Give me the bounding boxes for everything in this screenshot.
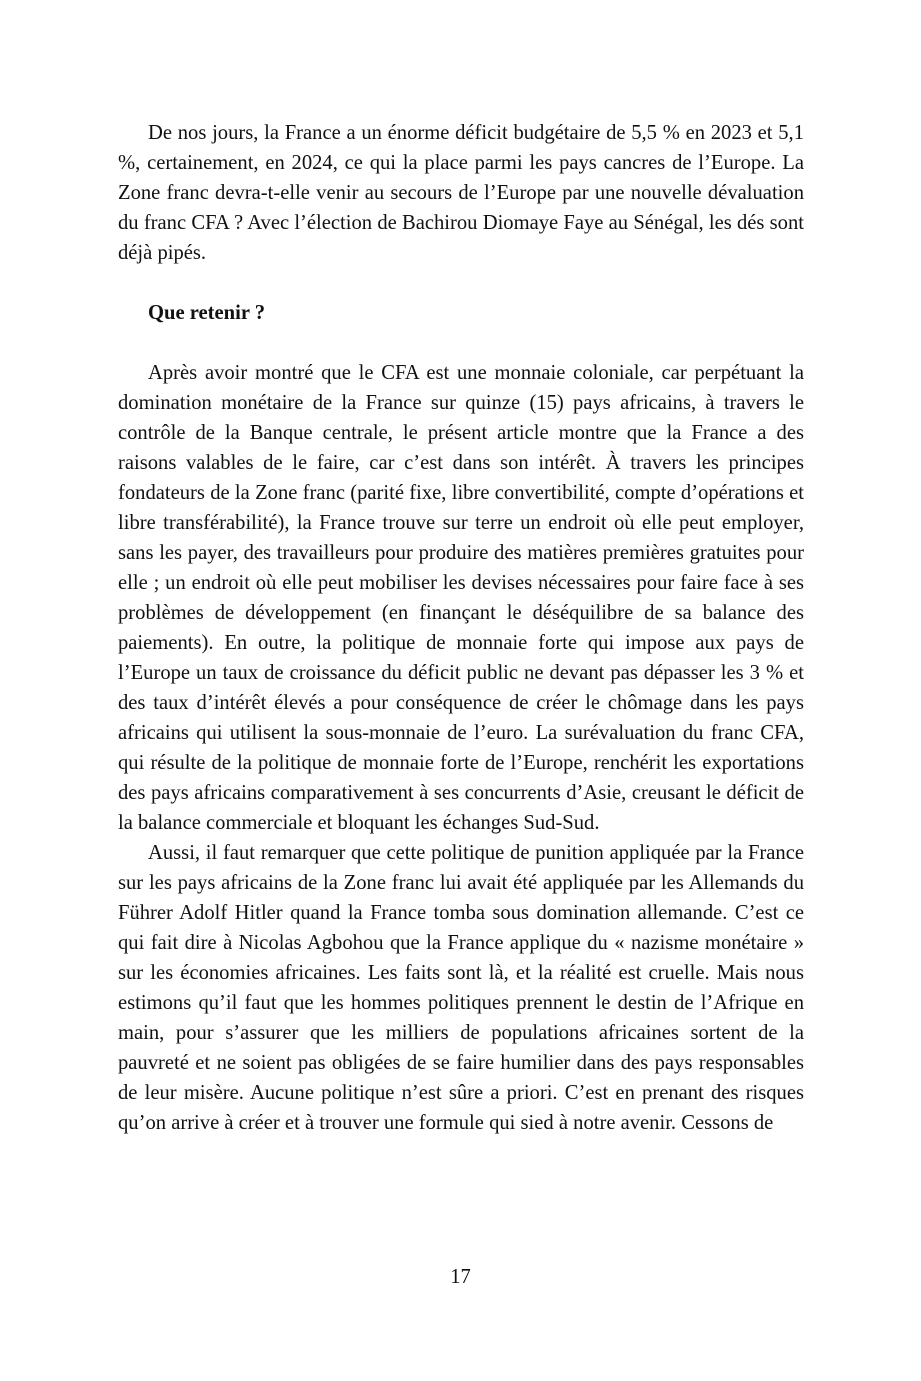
- page-body: [118, 118, 804, 1138]
- page-number: 17: [450, 1266, 471, 1288]
- paragraph-budget-deficit: De nos jours, la France a un énorme déficit budgétaire de 5,5 % en 2023 et 5,1 %, certainement, en 2024, ce qui la place parmi les pays cancres de l’Europe. La Zone franc devra-t-elle venir au secours de l’Europe par une nouvelle dévaluation du franc CFA ? Avec l’élection de Bachirou Diomaye Faye au Sénégal, les dés sont déjà pipés.: [118, 122, 804, 264]
- section-heading: Que retenir ?: [148, 302, 266, 324]
- paragraph-cfa-summary: Après avoir montré que le CFA est une monnaie coloniale, car perpétuant la domination monétaire de la France sur quinze (15) pays africains, à travers le contrôle de la Banque centrale, le présent article montre que la France a des raisons valables de le faire, car c’est dans son intérêt. À travers les principes fondateurs de la Zone franc (parité fixe, libre convertibilité, compte d’opérations et libre transférabilité), la France trouve sur terre un endroit où elle peut employer, sans les payer, des travailleurs pour produire des matières premières gratuites pour elle ; un endroit où elle peut mobiliser les devises nécessaires pour faire face à ses problèmes de développement (en finançant le déséquilibre de sa balance des paiements). En outre, la politique de monnaie forte qui impose aux pays de l’Europe un taux de croissance du déficit public ne devant pas dépasser les 3 % et des taux d’intérêt élevés a pour conséquence de créer le chômage dans les pays africains qui utilisent la sous-monnaie de l’euro. La surévaluation du franc CFA, qui résulte de la politique de monnaie forte de l’Europe, renchérit les exportations des pays africains comparativement à ses concurrents d’Asie, creusant le déficit de la balance commerciale et bloquant les échanges Sud-Sud.: [118, 362, 804, 834]
- paragraph-punishment-policy: Aussi, il faut remarquer que cette politique de punition appliquée par la France sur les pays africains de la Zone franc lui avait été appliquée par les Allemands du Führer Adolf Hitler quand la France tomba sous domination allemande. C’est ce qui fait dire à Nicolas Agbohou que la France applique du « nazisme monétaire » sur les économies africaines. Les faits sont là, et la réalité est cruelle. Mais nous estimons qu’il faut que les hommes politiques prennent le destin de l’Afrique en main, pour s’assurer que les milliers de populations africaines sortent de la pauvreté et ne soient pas obligées de se faire humilier dans des pays responsables de leur misère. Aucune politique n’est sûre a priori. C’est en prenant des risques qu’on arrive à créer et à trouver une formule qui sied à notre avenir. Cessons de: [118, 842, 804, 1134]
